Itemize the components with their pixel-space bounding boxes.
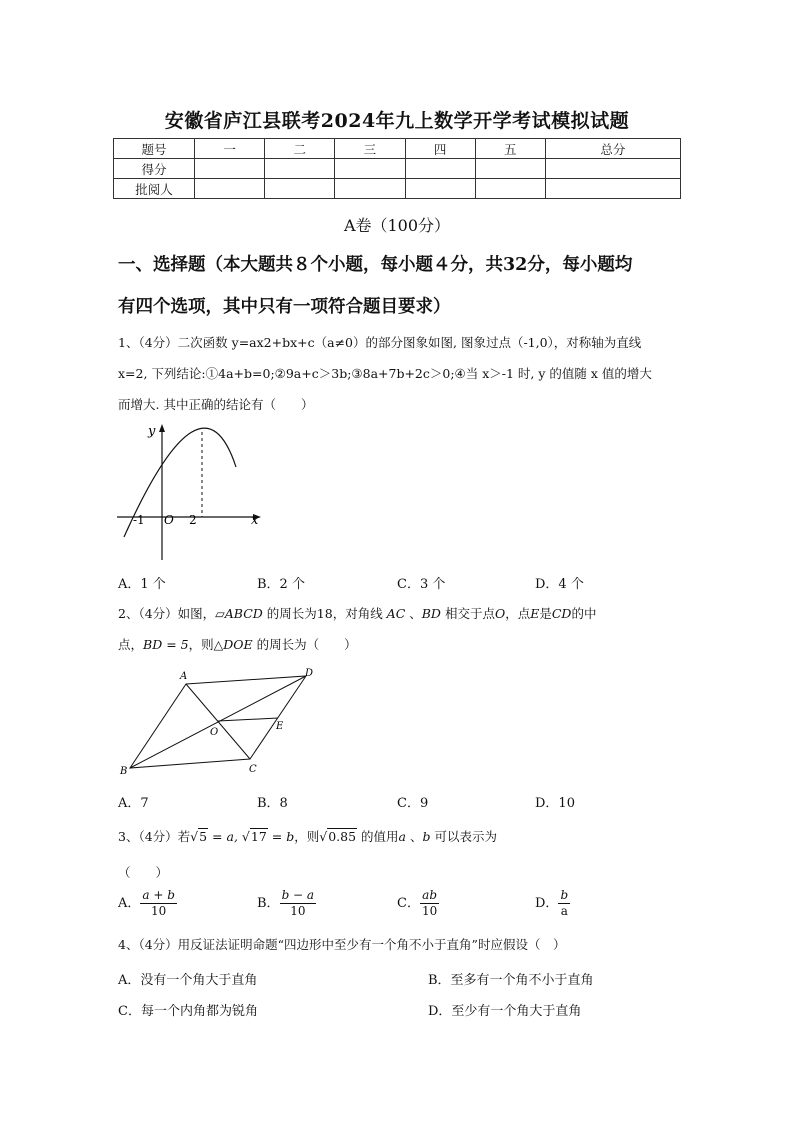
q2-option-a[interactable]: A．7 <box>118 796 149 811</box>
q3-sqrt-17: 17 <box>250 829 267 844</box>
fraction-numerator: b − a <box>281 888 315 902</box>
option-label: D． <box>535 896 559 911</box>
fraction-denominator: a <box>560 904 568 918</box>
table-header-cell: 五 <box>475 139 545 159</box>
table-header-cell: 二 <box>265 139 335 159</box>
q3-fraction <box>420 888 439 919</box>
table-header-cell: 题号 <box>114 139 195 159</box>
q2-math: CD <box>551 606 572 621</box>
q1-option-d[interactable]: D．4 个 <box>535 577 584 592</box>
q3-text: 3、（4分）若 <box>118 829 191 844</box>
table-header-cell: 一 <box>195 139 265 159</box>
score-table <box>113 138 681 199</box>
q1-line1: 1、（4分）二次函数 y=ax2+bx+c（a≠0）的部分图象如图, 图象过点（-1,0），对称轴为直线 <box>118 335 642 350</box>
score-cell[interactable] <box>265 159 335 179</box>
q2-option-c[interactable]: C．9 <box>397 796 429 811</box>
y-axis-arrow <box>159 424 165 432</box>
vertex-label-b: B <box>120 766 128 777</box>
q1-line2: x=2, 下列结论:①4a+b=0;②9a+c＞3b;③8a+7b+2c＞0;④当 x＞-1 时, y 的值随 x 值的增大 <box>118 366 652 381</box>
q4-option-d[interactable]: D．至少有一个角大于直角 <box>428 1004 582 1019</box>
q2-text: ，则△ <box>188 637 224 652</box>
table-header-cell: 总分 <box>545 139 680 159</box>
q3-line2: （ ） <box>118 865 169 880</box>
q1-parabola-graph <box>112 420 272 565</box>
score-cell[interactable] <box>475 159 545 179</box>
vertex-label-a: A <box>180 671 188 682</box>
q4-option-a[interactable]: A．没有一个角大于直角 <box>118 973 258 988</box>
fraction-denominator: 10 <box>421 904 438 918</box>
q4-option-b[interactable]: B．至多有一个角不小于直角 <box>428 973 594 988</box>
table-row <box>114 159 681 179</box>
option-label: B． <box>257 896 280 911</box>
q3-text: 的值用 <box>357 829 399 844</box>
q2-text: 2、（4分）如图， <box>118 606 216 621</box>
q2-text: 点， <box>118 637 144 652</box>
table-row-label: 批阅人 <box>114 179 195 199</box>
q3-option-c[interactable] <box>397 888 439 919</box>
table-row <box>114 179 681 199</box>
q2-option-d[interactable]: D．10 <box>535 796 575 811</box>
q3-math: a <box>398 829 406 844</box>
q3-text: ，则 <box>294 829 320 844</box>
q2-math: BD = 5 <box>143 637 189 652</box>
segment-oe <box>218 718 278 721</box>
y-axis-label: y <box>148 424 156 439</box>
q2-math: O <box>494 606 506 621</box>
score-cell[interactable] <box>545 179 680 199</box>
tick-label-2: 2 <box>189 513 197 527</box>
score-cell[interactable] <box>335 159 405 179</box>
table-header-cell: 三 <box>335 139 405 159</box>
q2-parallelogram-figure <box>116 664 326 782</box>
vertex-label-c: C <box>249 764 257 775</box>
q3-sqrt-085: 0.85 <box>328 829 357 844</box>
q2-math: BD <box>421 606 441 621</box>
q2-text: 的中 <box>571 606 597 621</box>
section-a-heading: A卷（100分） <box>343 216 451 235</box>
q2-text: 的周长为18，对角线 <box>262 606 387 621</box>
score-cell[interactable] <box>335 179 405 199</box>
q3-option-d[interactable] <box>535 888 570 919</box>
page-title: 安徽省庐江县联考2024年九上数学开学考试模拟试题 <box>164 110 630 132</box>
q3-math: b <box>422 829 431 844</box>
q1-option-b[interactable]: B．2 个 <box>257 577 305 592</box>
fraction-numerator: ab <box>420 888 439 904</box>
q1-option-c[interactable]: C．3 个 <box>397 577 446 592</box>
q3-fraction <box>558 888 570 919</box>
origin-label: O <box>164 513 174 527</box>
table-row <box>114 139 681 159</box>
fraction-numerator: b <box>560 888 569 902</box>
x-axis-label: x <box>251 513 259 528</box>
q3-text: 可以表示为 <box>430 829 497 844</box>
q3-fraction <box>140 888 177 919</box>
q1-option-a[interactable]: A．1 个 <box>118 577 166 592</box>
score-cell[interactable] <box>475 179 545 199</box>
q3-option-a[interactable] <box>118 888 177 919</box>
table-header-cell: 四 <box>405 139 475 159</box>
q2-math: AC <box>386 606 406 621</box>
score-cell[interactable] <box>545 159 680 179</box>
vertex-label-d: D <box>305 668 314 679</box>
q3-fraction <box>280 888 317 919</box>
point-label-e: E <box>276 721 284 732</box>
table-row-label: 得分 <box>114 159 195 179</box>
score-cell[interactable] <box>405 179 475 199</box>
q2-line2 <box>118 630 688 659</box>
q3-sqrt-5: 5 <box>199 829 208 844</box>
point-label-o: O <box>210 727 219 738</box>
q2-text: 、 <box>405 606 422 621</box>
tick-label-neg1: -1 <box>133 513 145 527</box>
q3-line1: 3、（4分）若√5 = a, √17 = b，则√0.85 的值用a 、b 可以表示为 <box>118 829 497 844</box>
q2-text: 的周长为（ ） <box>252 637 357 652</box>
q3-text: 、 <box>405 829 423 844</box>
fraction-numerator: a + b <box>142 888 175 902</box>
q4-option-c[interactable]: C．每一个内角都为锐角 <box>118 1004 258 1019</box>
section1-line2: 有四个选项，其中只有一项符合题目要求） <box>118 297 451 317</box>
q2-line1 <box>118 599 688 628</box>
q4-line1: 4、（4分）用反证法证明命题“四边形中至少有一个角不小于直角”时应假设（ ） <box>118 937 566 952</box>
score-cell[interactable] <box>405 159 475 179</box>
q2-math: DOE <box>223 637 253 652</box>
q2-text: 是 <box>539 606 552 621</box>
option-label: C． <box>397 896 420 911</box>
q2-math: ▱ABCD <box>215 606 263 621</box>
q3-option-b[interactable] <box>257 888 316 919</box>
fraction-denominator: 10 <box>151 904 167 918</box>
q2-text: 相交于点 <box>440 606 495 621</box>
fraction-denominator: 10 <box>290 904 306 918</box>
q1-line3: 而增大. 其中正确的结论有（ ） <box>118 397 314 412</box>
q2-text: ，点 <box>505 606 531 621</box>
score-cell[interactable] <box>195 159 265 179</box>
q2-option-b[interactable]: B．8 <box>257 796 288 811</box>
q2-math: E <box>530 606 540 621</box>
section1-line1: 一、选择题（本大题共８个小题，每小题４分，共32分，每小题均 <box>118 255 633 275</box>
q3-math: = b <box>267 829 295 844</box>
option-label: A． <box>118 896 141 911</box>
q3-math: = a, <box>208 829 242 844</box>
score-cell[interactable] <box>265 179 335 199</box>
score-cell[interactable] <box>195 179 265 199</box>
